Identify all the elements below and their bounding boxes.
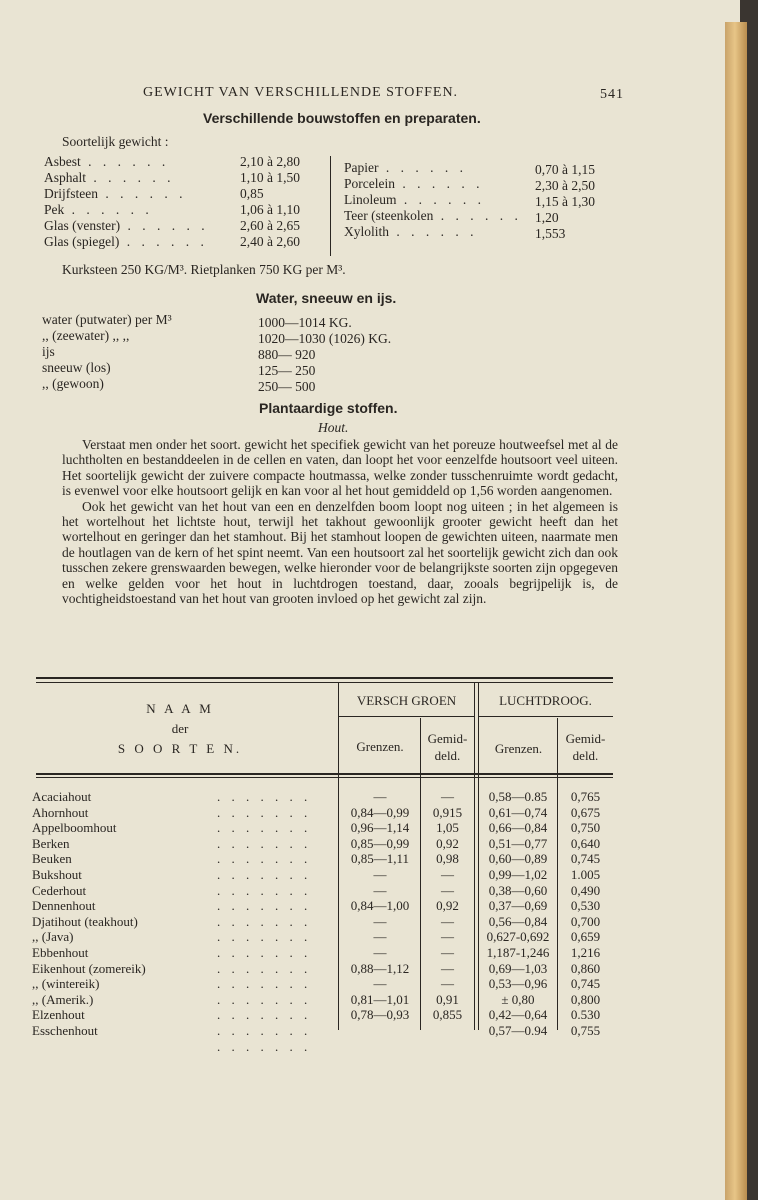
column-divider xyxy=(330,156,331,256)
left-item-name-0: Asbest . . . . . . xyxy=(44,154,170,169)
section-subtitle-hout: Hout. xyxy=(318,420,349,435)
section-title-plantaardig: Plantaardige stoffen. xyxy=(259,400,398,416)
right-item-name-0: Papier . . . . . . xyxy=(344,160,467,175)
table-row-name-3: Berken . . . . . . . xyxy=(32,835,312,851)
table-row-name-9: ,, (Java) . . . . . . . xyxy=(32,929,312,945)
water-items-names xyxy=(42,312,172,392)
table-row-ld-grenzen-3: 0,66—0,84 xyxy=(488,820,548,836)
table-row-ld-gem-7: 0,490 xyxy=(570,882,601,898)
table-row-name-8: Djatihout (teakhout) . . . . . . . xyxy=(32,913,312,929)
right-item-name-2: Linoleum . . . . . . xyxy=(344,192,485,207)
table-row-ld-grenzen-13: 0,53—0,96 xyxy=(488,976,548,992)
paragraph-1: Verstaat men onder het soort. gewicht het specifiek gewicht van het poreuze houtweefsel met al de luchtholten en bestanddeelen in de cellen en vaten, dan loopt het voor eenzelfde houtsoort veel uiteen. Het soortelijk gewicht der zuivere compacte houtmassa, welke zonder tusschenruimte wordt gedacht, is evenwel voor elke houtsoort gelijk en kan voor al het hout gemiddeld op 1,56 worden aangenomen. xyxy=(62,437,618,499)
table-row-vg-grenzen-3: 0,96—1,14 xyxy=(350,820,410,836)
table-row-ld-gem-10: 0,659 xyxy=(570,929,601,945)
table-row-vg-gem-5: 0,98 xyxy=(436,851,459,867)
table-row-vg-gem-10: — xyxy=(441,929,454,945)
table-row-ld-grenzen-2: 0,61—0,74 xyxy=(488,804,548,820)
kurksteen-note: Kurksteen 250 KG/M³. Rietplanken 750 KG per M³. xyxy=(62,262,346,277)
table-row-ld-grenzen-15: 0,42—0,64 xyxy=(488,1007,548,1023)
table-row-name-5: Bukshout . . . . . . . xyxy=(32,866,312,882)
header-luchtdroog: LUCHTDROOG. xyxy=(499,693,592,708)
table-row-vg-gem-1: — xyxy=(441,789,454,804)
table-row-ld-gem-9: 0,700 xyxy=(570,913,601,929)
right-item-value-3: 1,20 xyxy=(535,210,559,225)
right-item-name-3: Teer (steenkolen . . . . . . xyxy=(344,208,522,223)
table-row-vg-grenzen-10: — xyxy=(373,929,387,945)
table-row-ld-grenzen-12: 0,69—1,03 xyxy=(488,960,548,976)
water-item-name-4: ,, (gewoon) xyxy=(42,376,104,391)
left-item-value-0: 2,10 à 2,80 xyxy=(240,154,300,169)
table-row-vg-grenzen-2: 0,84—0,99 xyxy=(350,804,410,820)
table-row-ld-grenzen-16: 0,57—0.94 xyxy=(488,1022,548,1038)
table-row-vg-grenzen-9: — xyxy=(373,913,387,929)
right-item-name-1: Porcelein . . . . . . xyxy=(344,176,484,191)
table-row-ld-grenzen-10: 0,627-0,692 xyxy=(486,929,550,945)
table-lucht-gem xyxy=(558,789,613,1039)
table-row-ld-gem-8: 0,530 xyxy=(570,898,601,914)
water-item-value-2: 880— 920 xyxy=(258,347,316,362)
header-gemid-lucht: Gemid- deld. xyxy=(565,731,606,763)
paragraph-2: Ook het gewicht van het hout van een en denzelfden boom loopt nog uiteen ; in het algemeen is het wortelhout het lichtste hout, terwijl het takhout gewoonlijk grooter gewicht heeft dan het wortelhout en geringer dan het stamhout. Bij het stamhout loopen de gewichten uiteen, naarmate men de houtlagen van de kern of het spint neemt. Van een houtsoort zal het soortelijk gewicht zich dan ook tusschen zekere grenswaarden bewegen, welke hieronder voor de belangrijkste soorten zijn opgegeven en welke gelden voor het hout in luchtdrogen toestand, daar, zooals begrijpelijk is, de vochtigheidstoestand van het hout van grooten invloed op het gewicht zal zijn. xyxy=(62,498,618,607)
table-row-ld-gem-11: 1,216 xyxy=(570,944,601,960)
table-row-vg-grenzen-8: 0,84—1,00 xyxy=(350,898,410,914)
table-row-vg-grenzen-6: — xyxy=(373,866,387,882)
left-item-name-3: Pek . . . . . . xyxy=(44,202,153,217)
table-row-ld-grenzen-6: 0,99—1,02 xyxy=(488,866,548,882)
table-row-name-10: Ebbenhout . . . . . . . xyxy=(32,944,312,960)
table-row-vg-grenzen-14: — xyxy=(373,976,387,992)
page-number: 541 xyxy=(600,87,624,102)
table-row-ld-gem-15: 0.530 xyxy=(570,1007,601,1023)
header-grenzen-groen: Grenzen. xyxy=(356,739,404,754)
table-row-name-15: Esschenhout . . . . . . . xyxy=(32,1022,312,1038)
table-groen-grenzen xyxy=(340,789,420,1023)
table-row-vg-gem-3: 1,05 xyxy=(436,820,459,836)
water-item-value-4: 250— 500 xyxy=(258,379,316,394)
right-item-value-0: 0,70 à 1,15 xyxy=(535,162,595,177)
table-row-ld-gem-4: 0,640 xyxy=(570,835,601,851)
table-row-vg-grenzen-15: 0,81—1,01 xyxy=(350,991,410,1007)
left-item-value-5: 2,40 à 2,60 xyxy=(240,234,300,249)
left-item-value-4: 2,60 à 2,65 xyxy=(240,218,300,233)
water-item-name-3: sneeuw (los) xyxy=(42,360,111,375)
table-row-name-6: Cederhout . . . . . . . xyxy=(32,882,312,898)
right-items-names xyxy=(344,160,522,240)
right-items-values xyxy=(535,162,595,242)
table-row-ld-grenzen-8: 0,37—0,69 xyxy=(488,898,548,914)
water-item-value-3: 125— 250 xyxy=(258,363,316,378)
table-row-vg-grenzen-7: — xyxy=(373,882,387,898)
header-grenzen-lucht: Grenzen. xyxy=(494,741,543,756)
table-row-ld-gem-3: 0,750 xyxy=(570,820,601,836)
right-item-value-4: 1,553 xyxy=(535,226,566,241)
table-row-vg-gem-16: 0,855 xyxy=(432,1007,463,1023)
table-row-vg-gem-9: — xyxy=(441,913,454,929)
table-row-ld-grenzen-5: 0,60—0,89 xyxy=(488,851,548,867)
left-items-names xyxy=(44,154,209,250)
table-row-vg-grenzen-4: 0,85—0,99 xyxy=(350,835,410,851)
running-title: GEWICHT VAN VERSCHILLENDE STOFFEN. xyxy=(143,85,459,100)
table-row-vg-grenzen-1: — xyxy=(373,789,387,804)
table-row-vg-gem-7: — xyxy=(441,882,454,898)
table-row-name-14: Elzenhout . . . . . . . xyxy=(32,1007,312,1023)
left-item-name-1: Asphalt . . . . . . xyxy=(44,170,175,185)
water-item-name-2: ijs xyxy=(42,344,55,359)
header-gemid-groen: Gemid- deld. xyxy=(427,731,468,763)
header-versch-groen: VERSCH GROEN xyxy=(356,693,457,708)
table-groen-gem xyxy=(421,789,474,1023)
table-row-ld-grenzen-7: 0,38—0,60 xyxy=(488,882,548,898)
section-title-water: Water, sneeuw en ijs. xyxy=(256,290,397,306)
table-row-vg-gem-15: 0,91 xyxy=(436,991,459,1007)
table-names-column: Acaciahout . . . . . . . Ahornhout . . . . . . . Appelboomhout . . . . . . . Berken . . . . . . . Beuken . . . . . . . Bukshout . . . . . . . Cederhout . . . . . . . Dennenhout . . . . . . . Djatihout (teakhout) . . . . . . . ,, (Java) . . . . . . . Ebbenhout . . . . . . . Eikenhout (zomereik) . . . . . . . ,, (wintereik) . . . . . . . ,, (Amerik.) . . . . . . . Elzenhout . . . . . . . Esschenhout . . . . . . . . . . . . . . xyxy=(32,789,342,1039)
water-item-name-0: water (putwater) per M³ xyxy=(42,312,172,327)
section-title-bouwstoffen: Verschillende bouwstoffen en preparaten. xyxy=(203,110,481,126)
table-row-vg-gem-2: 0,915 xyxy=(432,804,463,820)
water-items-values xyxy=(258,315,391,395)
hout-paragraphs xyxy=(62,437,618,606)
table-row-vg-grenzen-11: — xyxy=(373,944,387,960)
right-item-value-2: 1,15 à 1,30 xyxy=(535,194,595,209)
right-item-value-1: 2,30 à 2,50 xyxy=(535,178,595,193)
left-item-name-2: Drijfsteen . . . . . . xyxy=(44,186,187,201)
table-row-vg-gem-4: 0,92 xyxy=(436,835,459,851)
table-row-vg-gem-14: — xyxy=(441,976,454,992)
table-row-ld-gem-14: 0,800 xyxy=(570,991,601,1007)
table-row-ld-grenzen-4: 0,51—0,77 xyxy=(488,835,548,851)
table-row-ld-gem-5: 0,745 xyxy=(570,851,601,867)
table-row-vg-gem-6: — xyxy=(441,866,454,882)
soortelijk-gewicht-label: Soortelijk gewicht : xyxy=(62,134,169,149)
left-item-name-5: Glas (spiegel) . . . . . . xyxy=(44,234,208,249)
table-row-vg-gem-8: 0,92 xyxy=(436,898,459,914)
table-row-vg-grenzen-16: 0,78—0,93 xyxy=(350,1007,410,1023)
header-der: der xyxy=(171,721,189,736)
table-row-name-11: Eikenhout (zomereik) . . . . . . . xyxy=(32,960,312,976)
table-row-vg-gem-12: — xyxy=(441,960,454,976)
table-row-name-13: ,, (Amerik.) . . . . . . . xyxy=(32,991,312,1007)
left-item-value-1: 1,10 à 1,50 xyxy=(240,170,300,185)
water-item-value-1: 1020—1030 (1026) KG. xyxy=(258,331,392,346)
left-items-values xyxy=(240,154,300,250)
table-row-name-7: Dennenhout . . . . . . . xyxy=(32,898,312,914)
table-row-name-2: Appelboomhout . . . . . . . xyxy=(32,820,312,836)
table-row-vg-grenzen-5: 0,85—1,11 xyxy=(350,851,410,867)
table-lucht-grenzen xyxy=(479,789,557,1039)
table-row-ld-grenzen-9: 0,56—0,84 xyxy=(488,913,548,929)
book-spine xyxy=(725,22,747,1200)
table-row-ld-gem-13: 0,745 xyxy=(570,976,601,992)
table-row-ld-gem-2: 0,675 xyxy=(570,804,601,820)
header-naam: N A A M xyxy=(146,701,214,716)
table-row-ld-gem-6: 1.005 xyxy=(570,866,601,882)
table-row-name-0: Acaciahout . . . . . . . xyxy=(32,789,312,804)
water-item-name-1: ,, (zeewater) ,, ,, xyxy=(42,328,130,343)
left-item-name-4: Glas (venster) . . . . . . xyxy=(44,218,209,233)
table-row-ld-grenzen-11: 1,187-1,246 xyxy=(486,944,550,960)
table-row-ld-gem-16: 0,755 xyxy=(570,1022,601,1038)
right-item-name-4: Xylolith . . . . . . xyxy=(344,224,478,239)
table-row-name-12: ,, (wintereik) . . . . . . . xyxy=(32,976,312,992)
left-item-value-3: 1,06 à 1,10 xyxy=(240,202,300,217)
table-row-ld-grenzen-1: 0,58—0.85 xyxy=(488,789,548,804)
table-row-vg-gem-11: — xyxy=(441,944,454,960)
header-soorten: S O O R T E N. xyxy=(117,741,243,756)
table-row-ld-grenzen-14: ± 0,80 xyxy=(501,991,535,1007)
table-row-name-4: Beuken . . . . . . . xyxy=(32,851,312,867)
table-row-ld-gem-12: 0,860 xyxy=(570,960,601,976)
table-row-name-1: Ahornhout . . . . . . . xyxy=(32,804,312,820)
left-item-value-2: 0,85 xyxy=(240,186,264,201)
table-row-vg-grenzen-12: 0,88—1,12 xyxy=(350,960,410,976)
table-row-ld-gem-1: 0,765 xyxy=(570,789,601,804)
water-item-value-0: 1000—1014 KG. xyxy=(258,315,352,330)
